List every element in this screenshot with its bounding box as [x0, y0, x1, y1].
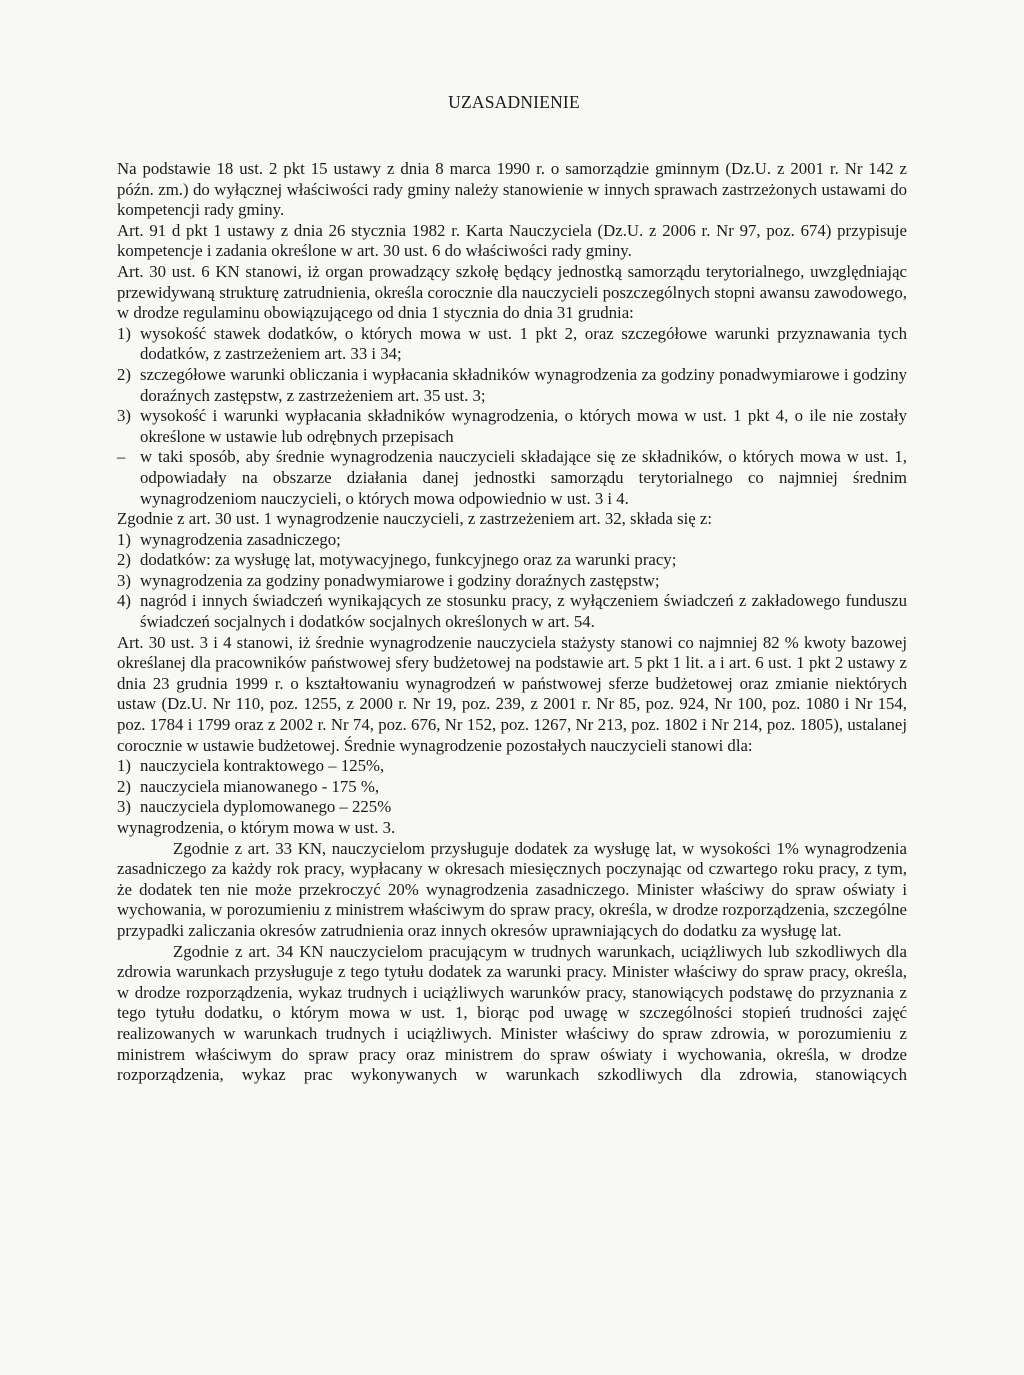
list-item	[117, 797, 907, 818]
list-marker: 2)	[117, 550, 131, 570]
list-item	[117, 365, 907, 406]
list-item-text: wysokość i warunki wypłacania składników wynagrodzenia, o których mowa w ust. 1 pkt 4, o ile nie zostały określone w ustawie lub odrębnych przepisach	[140, 406, 907, 446]
list-marker: 4)	[117, 591, 131, 611]
list-item	[117, 550, 907, 571]
list-item-text: nauczyciela kontraktowego – 125%,	[140, 756, 385, 776]
list-marker: 2)	[117, 776, 131, 796]
list-item-text: wynagrodzenia za godziny ponadwymiarowe i godziny doraźnych zastępstw;	[140, 570, 660, 590]
list-salary-percentages	[117, 756, 907, 818]
list-item-text: wysokość stawek dodatków, o których mowa w ust. 1 pkt 2, oraz szczegółowe warunki przyznawania tych dodatków, z zastrzeżeniem art. 33 i 34;	[140, 323, 907, 364]
list-salary-components	[117, 530, 907, 633]
paragraph-average-salary: Art. 30 ust. 3 i 4 stanowi, iż średnie wynagrodzenie nauczyciela stażysty stanowi co najmniej 82 % kwoty bazowej określanej dla pracowników państwowej sfery budżetowej na podstawie art. 5 pkt 1 lit. a i art. 6 ust. 1 pkt 2 ustawy z dnia 23 grudnia 1999 r. o kształtowaniu wynagrodzeń w państwowej sferze budżetowej oraz zmianie niektórych ustaw (Dz.U. Nr 110, poz. 1255, z 2000 r. Nr 19, poz. 239, z 2001 r. Nr 85, poz. 924, Nr 100, poz. 1080 i Nr 154, poz. 1784 i 1799 oraz z 2002 r. Nr 74, poz. 676, Nr 152, poz. 1267, Nr 213, poz. 1802 i Nr 214, poz. 1805), ustalanej corocznie w ustawie budżetowej. Średnie wynagrodzenie pozostałych nauczycieli stanowi dla:	[117, 632, 907, 755]
list-item-text: w taki sposób, aby średnie wynagrodzenia nauczycieli składające się ze składników, o których mowa w ust. 1, odpowiadały na obszarze działania danej jednostki samorządu terytorialnego co najmniej średnim wynagrodzeniom nauczycieli, o których mowa odpowiednio w ust. 3 i 4.	[140, 447, 907, 508]
paragraph-art-33: Zgodnie z art. 33 KN, nauczycielom przysługuje dodatek za wysługę lat, w wysokości 1% wynagrodzenia zasadniczego za każdy rok pracy, wypłacany w okresach miesięcznych poczynając od czwartego roku pracy, z tym, że dodatek ten nie może przekroczyć 20% wynagrodzenia zasadniczego. Minister właściwy do spraw oświaty i wychowania, w porozumieniu z ministrem właściwym do spraw pracy, określa, w drodze rozporządzenia, szczególne przypadki zaliczania okresów zatrudnienia oraz innych okresów uprawniających do dodatku za wysługę lat.	[117, 838, 907, 940]
list-item	[117, 591, 907, 632]
list-item-text: nagród i innych świadczeń wynikających ze stosunku pracy, z wyłączeniem świadczeń z zakładowego funduszu świadczeń socjalnych i dodatków socjalnych określonych w art. 54.	[140, 591, 907, 632]
list-marker: 3)	[117, 406, 131, 426]
list-item	[117, 777, 907, 798]
list-marker: 1)	[117, 529, 131, 549]
list-item	[117, 571, 907, 592]
list-marker: 2)	[117, 364, 131, 384]
list-marker: 1)	[117, 323, 131, 343]
document-body	[117, 159, 907, 1086]
list-item-text: nauczyciela mianowanego - 175 %,	[140, 776, 380, 796]
list-regulation-scope	[117, 324, 907, 509]
list-marker: 3)	[117, 570, 131, 590]
paragraph-legal-basis: Na podstawie 18 ust. 2 pkt 15 ustawy z dnia 8 marca 1990 r. o samorządzie gminnym (Dz.U. z 2001 r. Nr 142 z późn. zm.) do wyłącznej właściwości rady gminy należy stanowienie w innych sprawach zastrzeżonych ustawami do kompetencji rady gminy.	[117, 159, 907, 220]
page-title: UZASADNIENIE	[448, 92, 580, 112]
paragraph-art-34: Zgodnie z art. 34 KN nauczycielom pracującym w trudnych warunkach, uciążliwych lub szkodliwych dla zdrowia warunkach przysługuje z tego tytułu dodatek za warunki pracy. Minister właściwy do spraw pracy, określa, w drodze rozporządzenia, wykaz trudnych i uciążliwych warunków pracy, stanowiących podstawę do przyznania z tego tytułu dodatku, o którym mowa w ust. 1, biorąc pod uwagę w szczególności stopień trudności zajęć realizowanych w warunkach trudnych i uciążliwych. Minister właściwy do spraw zdrowia, w porozumieniu z ministrem właściwym do spraw pracy oraz ministrem do spraw oświaty i wychowania, określa, w drodze rozporządzenia, wykaz prac wykonywanych w warunkach szkodliwych dla zdrowia, stanowiących	[117, 941, 907, 1085]
list-marker: –	[117, 447, 126, 467]
list-marker: 3)	[117, 797, 131, 817]
list-item-text: dodatków: za wysługę lat, motywacyjnego, funkcyjnego oraz za warunki pracy;	[140, 550, 677, 570]
paragraph-salary-components: Zgodnie z art. 30 ust. 1 wynagrodzenie nauczycieli, z zastrzeżeniem art. 32, składa się z:	[117, 509, 713, 529]
paragraph-art-30-ust-6: Art. 30 ust. 6 KN stanowi, iż organ prowadzący szkołę będący jednostką samorządu terytorialnego, uwzględniając przewidywaną strukturę zatrudnienia, określa corocznie dla nauczycieli poszczególnych stopni awansu zawodowego, w drodze regulaminu obowiązującego od dnia 1 stycznia do dnia 31 grudnia:	[117, 261, 907, 323]
list-item	[117, 406, 907, 447]
paragraph-art-91d: Art. 91 d pkt 1 ustawy z dnia 26 stycznia 1982 r. Karta Nauczyciela (Dz.U. z 2006 r. Nr 97, poz. 674) przypisuje kompetencje i zadania określone w art. 30 ust. 6 do właściwości rady gminy.	[117, 220, 907, 261]
list-item	[117, 530, 907, 551]
list-item-text: wynagrodzenia zasadniczego;	[140, 529, 341, 549]
list-item-text: nauczyciela dyplomowanego – 225%	[140, 797, 392, 817]
list-item	[117, 756, 907, 777]
paragraph-salary-reference: wynagrodzenia, o którym mowa w ust. 3.	[117, 818, 396, 837]
list-item	[117, 324, 907, 365]
list-item	[117, 447, 907, 509]
list-marker: 1)	[117, 756, 131, 776]
list-item-text: szczegółowe warunki obliczania i wypłacania składników wynagrodzenia za godziny ponadwymiarowe i godziny doraźnych zastępstw, z zastrzeżeniem art. 35 ust. 3;	[140, 364, 907, 405]
